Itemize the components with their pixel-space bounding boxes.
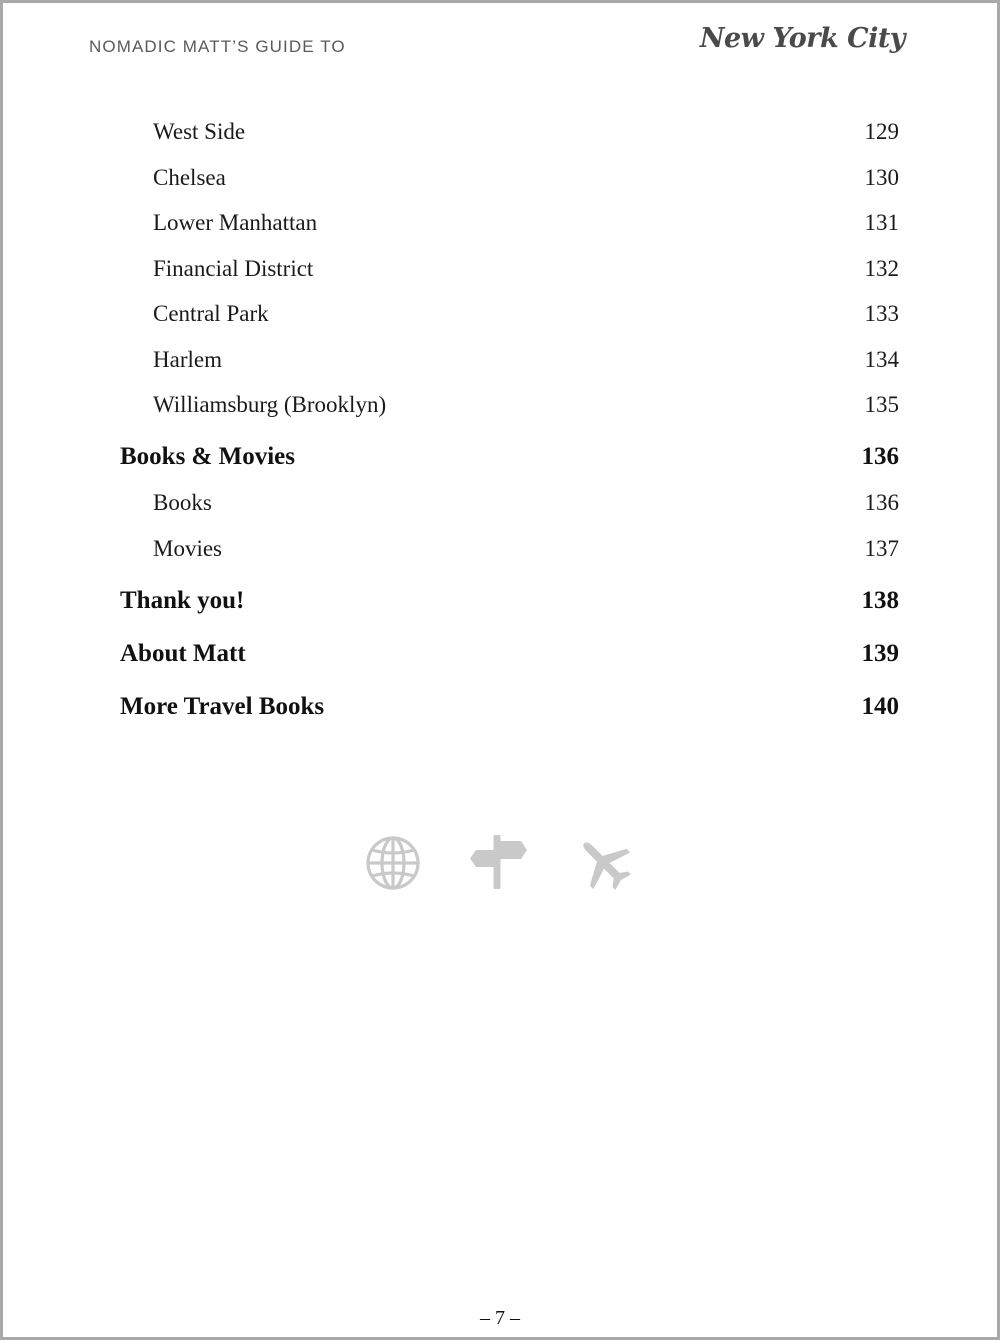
globe-icon — [363, 833, 423, 893]
toc-entry-title: Central Park — [153, 301, 269, 326]
toc-chapter-title: About Matt — [120, 640, 246, 667]
toc-chapter-page: 140 — [861, 693, 899, 720]
toc-entry[interactable] — [3, 536, 997, 576]
toc-entry-page: 133 — [864, 301, 899, 326]
book-city-title: New York City — [699, 23, 905, 54]
toc-entry-page: 130 — [864, 165, 899, 190]
toc-entry-title: Williamsburg (Brooklyn) — [153, 392, 387, 417]
toc-entry-title: Harlem — [153, 347, 222, 372]
toc-entry-title: Chelsea — [153, 165, 226, 190]
toc-chapter[interactable] — [3, 693, 997, 733]
toc-chapter[interactable] — [3, 443, 997, 483]
decorative-ornaments — [3, 833, 997, 893]
toc-entry-page: 131 — [864, 210, 899, 235]
toc-chapter-page: 139 — [861, 640, 899, 667]
toc-entry[interactable] — [3, 301, 997, 341]
toc-entry-page: 136 — [864, 490, 899, 515]
toc-chapter-page: 136 — [861, 443, 899, 470]
toc-entry[interactable] — [3, 210, 997, 250]
toc-entry[interactable] — [3, 392, 997, 432]
series-title: NOMADIC MATT’S GUIDE TO — [89, 37, 346, 56]
toc-chapter[interactable] — [3, 587, 997, 627]
toc-entry-page: 132 — [864, 256, 899, 281]
toc-entry[interactable] — [3, 347, 997, 387]
toc-entry-page: 135 — [864, 392, 899, 417]
toc-entry-page: 129 — [864, 119, 899, 144]
page-number: – 7 – — [480, 1307, 520, 1329]
toc-entry-title: West Side — [153, 119, 246, 144]
toc-entry-title: Books — [153, 490, 212, 515]
toc-entry-page: 134 — [864, 347, 899, 372]
toc-entry[interactable] — [3, 165, 997, 205]
toc-chapter-page: 138 — [861, 587, 899, 614]
toc-chapter[interactable] — [3, 640, 997, 680]
toc-entry[interactable] — [3, 256, 997, 296]
toc-entry-title: Lower Manhattan — [153, 210, 318, 235]
toc-entry[interactable] — [3, 119, 997, 159]
toc-entry[interactable] — [3, 490, 997, 530]
signpost-icon — [467, 833, 527, 893]
toc-entry-title: Financial District — [153, 256, 314, 281]
toc-chapter-title: Thank you! — [120, 587, 245, 614]
airplane-icon — [574, 833, 634, 893]
toc-entry-page: 137 — [864, 536, 899, 561]
toc-chapter-title: More Travel Books — [120, 693, 325, 720]
toc-entry-title: Movies — [153, 536, 222, 561]
toc-chapter-title: Books & Movies — [120, 443, 295, 470]
